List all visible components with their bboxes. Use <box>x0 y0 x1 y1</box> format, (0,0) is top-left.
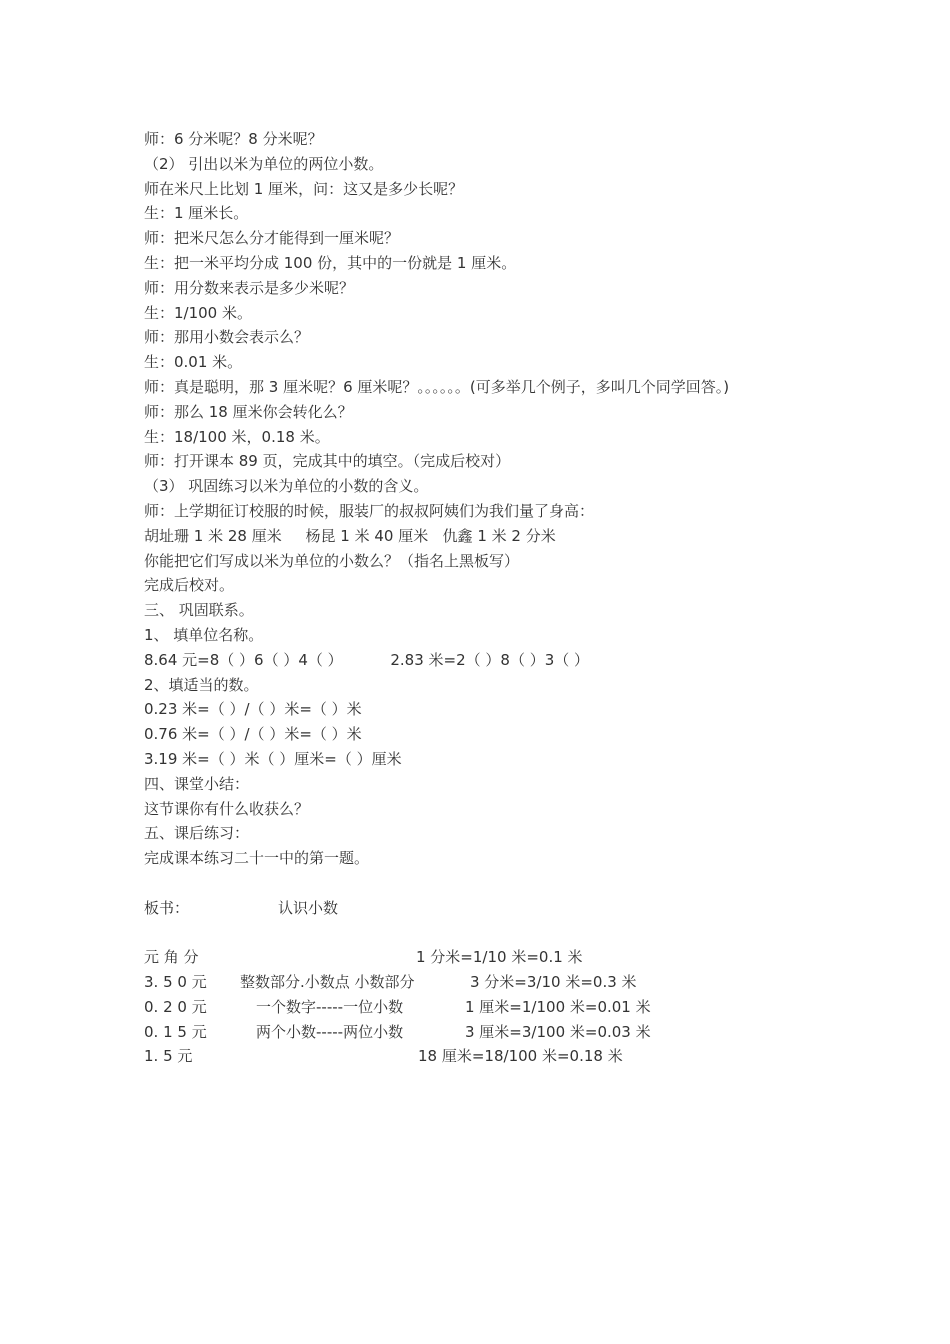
spacer <box>144 921 844 946</box>
text-line: （2） 引出以米为单位的两位小数。 <box>144 154 384 173</box>
exercise-heading: 1、 填单位名称。 <box>144 625 264 644</box>
text-line: 你能把它们写成以米为单位的小数么？（指名上黑板写） <box>144 551 520 570</box>
board-row <box>144 945 844 970</box>
board-left: 0. 1 5 元 <box>144 1022 207 1041</box>
board-left: 1. 5 元 <box>144 1047 193 1066</box>
board-middle: 整数部分.小数点 小数部分 <box>240 973 415 992</box>
text-line: 生：把一米平均分成 100 份，其中的一份就是 1 厘米。 <box>144 253 517 272</box>
text-line: 师：把米尺怎么分才能得到一厘米呢？ <box>144 229 400 248</box>
board-middle: 两个小数-----两位小数 <box>256 1022 404 1041</box>
text-line: （3） 巩固练习以米为单位的小数的含义。 <box>144 477 429 496</box>
board-middle: 一个数字-----一位小数 <box>256 997 404 1016</box>
text-line: 师：打开课本 89 页，完成其中的填空。（完成后校对） <box>144 452 511 471</box>
text-line: 生：1 厘米长。 <box>144 204 249 223</box>
board-right: 3 厘米=3/100 米=0.03 米 <box>465 1022 651 1041</box>
exercise-heading: 2、填适当的数。 <box>144 675 259 694</box>
text-line: 师：真是聪明，那 3 厘米呢？6 厘米呢？。。。。。。(可多举几个例子，多叫几个同学回答。) <box>144 377 730 396</box>
text-line: 师：上学期征订校服的时候，服装厂的叔叔阿姨们为我们量了身高： <box>144 501 595 520</box>
text-line: 师在米尺上比划 1 厘米，问：这又是多少长呢？ <box>144 179 464 198</box>
text-line: 这节课你有什么收获么？ <box>144 799 310 818</box>
board-right: 1 厘米=1/100 米=0.01 米 <box>465 997 651 1016</box>
text-line: 师：用分数来表示是多少米呢？ <box>144 278 355 297</box>
text-line: 师：那用小数会表示么？ <box>144 328 310 347</box>
text-line: 生：0.01 米。 <box>144 353 243 372</box>
board-right: 1 分米=1/10 米=0.1 米 <box>416 948 583 967</box>
text-line: 师：6 分米呢？8 分米呢？ <box>144 130 323 148</box>
text-line: 完成后校对。 <box>144 576 235 595</box>
board-left: 0. 2 0 元 <box>144 997 207 1016</box>
board-row <box>144 1020 844 1045</box>
board-title: 认识小数 <box>278 898 339 917</box>
spacer <box>144 871 844 896</box>
board-label: 板书： <box>144 898 190 917</box>
section-heading: 五、课后练习： <box>144 824 250 843</box>
board-right: 3 分米=3/10 米=0.3 米 <box>470 973 637 992</box>
exercise-line: 3.19 米=（ ）米（ ）厘米=（ ）厘米 <box>144 749 402 768</box>
board-left: 3. 5 0 元 <box>144 973 207 992</box>
exercise-line: 0.76 米=（ ）/（ ）米=（ ）米 <box>144 725 362 744</box>
text-line: 生：1/100 米。 <box>144 303 252 322</box>
text-line: 完成课本练习二十一中的第一题。 <box>144 849 370 868</box>
text-line: 胡址珊 1 米 28 厘米 杨昆 1 米 40 厘米 仇鑫 1 米 2 分米 <box>144 526 556 545</box>
exercise-line: 0.23 米=（ ）/（ ）米=（ ）米 <box>144 700 362 719</box>
board-row <box>144 1044 844 1069</box>
board-row <box>144 995 844 1020</box>
exercise-line: 8.64 元=8（ ）6（ ）4（ ） 2.83 米=2（ ）8（ ）3（ ） <box>144 650 590 669</box>
document-page <box>144 127 844 1069</box>
text-line: 师：那么 18 厘米你会转化么？ <box>144 402 353 421</box>
board-left: 元 角 分 <box>144 948 199 967</box>
section-heading: 三、 巩固联系。 <box>144 601 254 620</box>
board-row <box>144 970 844 995</box>
board-header <box>144 896 844 921</box>
text-line: 生：18/100 米，0.18 米。 <box>144 427 330 446</box>
board-right: 18 厘米=18/100 米=0.18 米 <box>418 1047 623 1066</box>
section-heading: 四、课堂小结： <box>144 774 250 793</box>
